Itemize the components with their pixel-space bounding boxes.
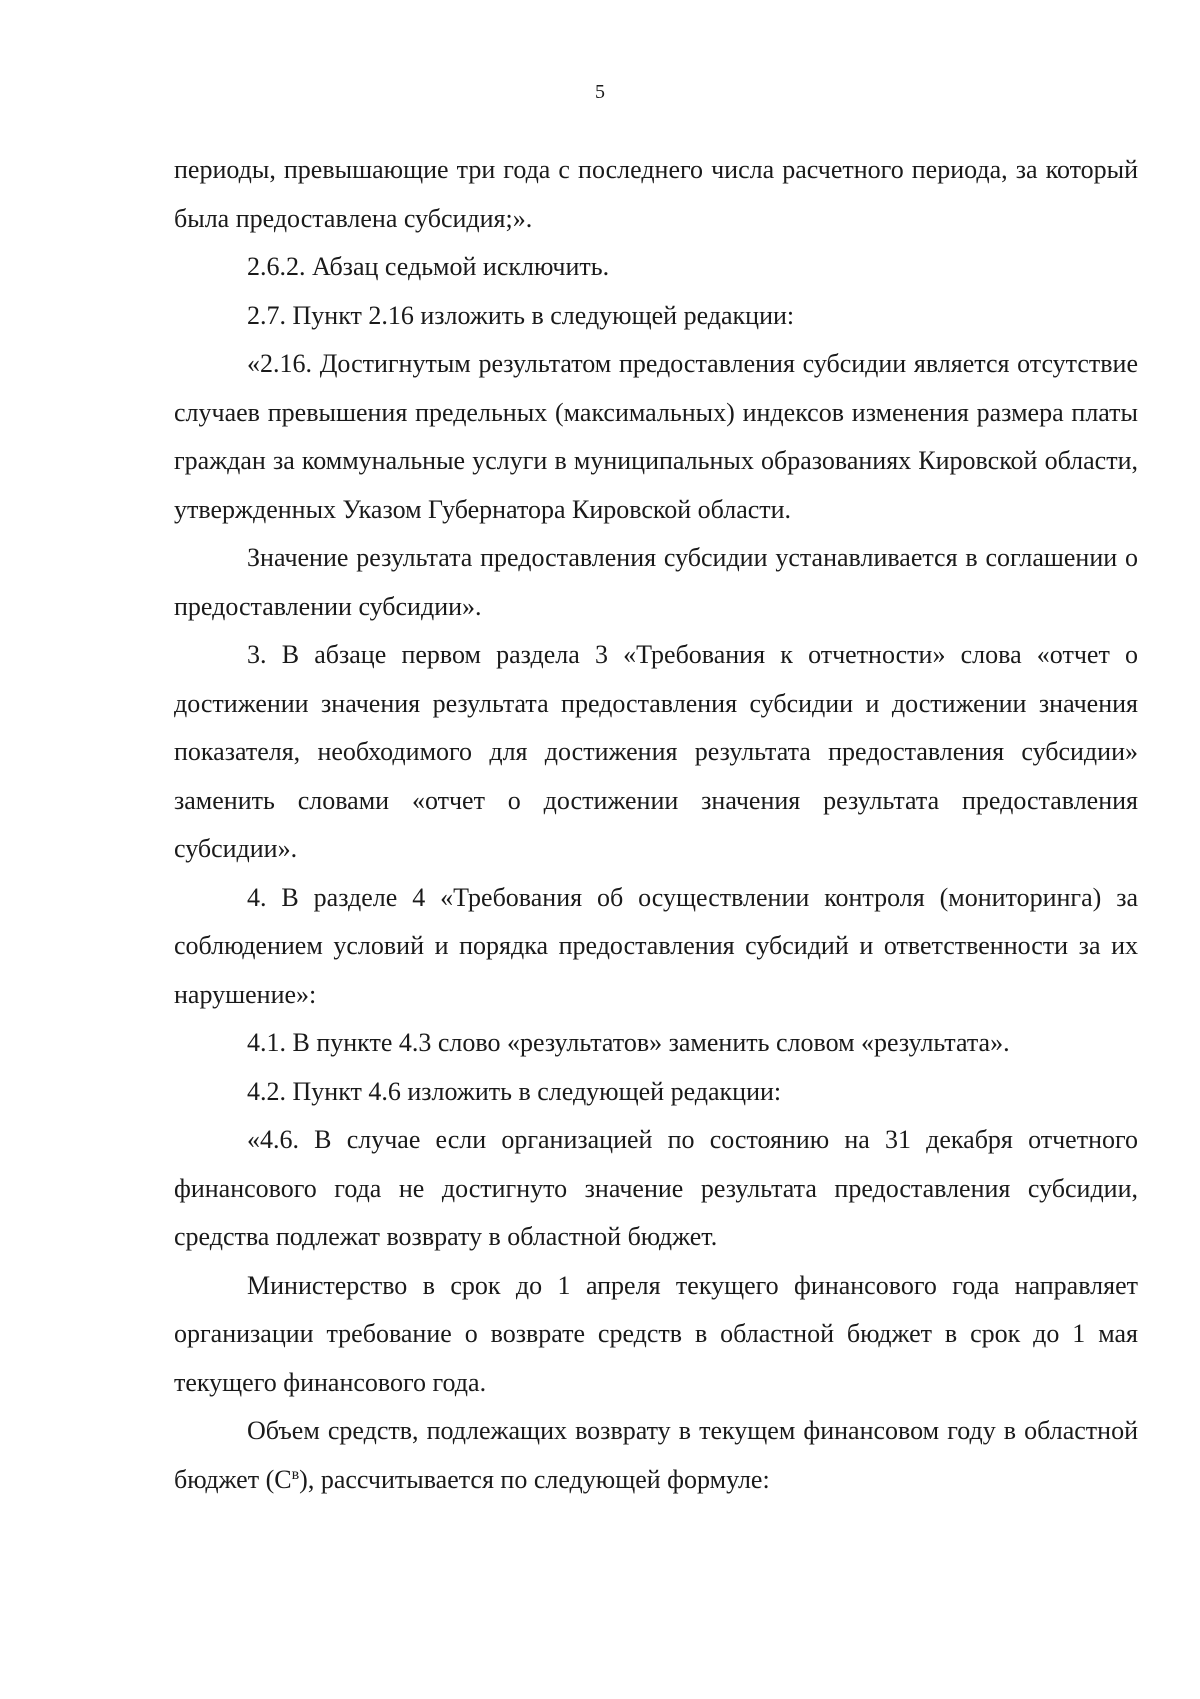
page-number: 5 bbox=[595, 81, 605, 103]
paragraph-3: 2.7. Пункт 2.16 изложить в следующей редакции: bbox=[247, 300, 795, 330]
formula-intro-text-end: ), рассчитывается по следующей формуле: bbox=[299, 1464, 770, 1494]
document-body bbox=[174, 146, 1138, 1504]
paragraph-4: «2.16. Достигнутым результатом предоставления субсидии является отсутствие случаев превышения предельных (максимальных) индексов изменения размера платы граждан за коммунальные услуги в муниципальных образованиях Кировской области, утвержденных Указом Губернатора Кировской области. bbox=[174, 349, 1138, 524]
paragraph-8: 4.1. В пункте 4.3 слово «результатов» заменить словом «результата». bbox=[247, 1028, 1010, 1057]
paragraph-1: периоды, превышающие три года с последнего числа расчетного периода, за который была предоставлена субсидия;». bbox=[174, 155, 1138, 233]
paragraph-9: 4.2. Пункт 4.6 изложить в следующей редакции: bbox=[247, 1076, 782, 1106]
paragraph-7: 4. В разделе 4 «Требования об осуществлении контроля (мониторинга) за соблюдением условий и порядка предоставления субсидий и ответственности за их нарушение»: bbox=[174, 882, 1138, 1009]
paragraph-11: Министерство в срок до 1 апреля текущего финансового года направляет организации требование о возврате средств в областной бюджет в срок до 1 мая текущего финансового года. bbox=[174, 1270, 1138, 1397]
paragraph-formula-intro bbox=[174, 1407, 1138, 1504]
paragraph-6: 3. В абзаце первом раздела 3 «Требования к отчетности» слова «отчет о достижении значения результата предоставления субсидии и достижении значения показателя, необходимого для достижения результата предоставления субсидии» заменить словами «отчет о достижении значения результата предоставления субсидии». bbox=[174, 640, 1138, 863]
paragraph-2: 2.6.2. Абзац седьмой исключить. bbox=[247, 252, 610, 281]
paragraph-10: «4.6. В случае если организацией по состоянию на 31 декабря отчетного финансового года не достигнуто значение результата предоставления субсидии, средства подлежат возврату в областной бюджет. bbox=[174, 1125, 1138, 1251]
paragraph-5: Значение результата предоставления субсидии устанавливается в соглашении о предоставлении субсидии». bbox=[174, 543, 1138, 621]
formula-intro-text: Объем средств, подлежащих возврату в текущем финансовом году в областной бюджет (С bbox=[174, 1416, 1138, 1494]
formula-superscript: в bbox=[291, 1465, 300, 1483]
